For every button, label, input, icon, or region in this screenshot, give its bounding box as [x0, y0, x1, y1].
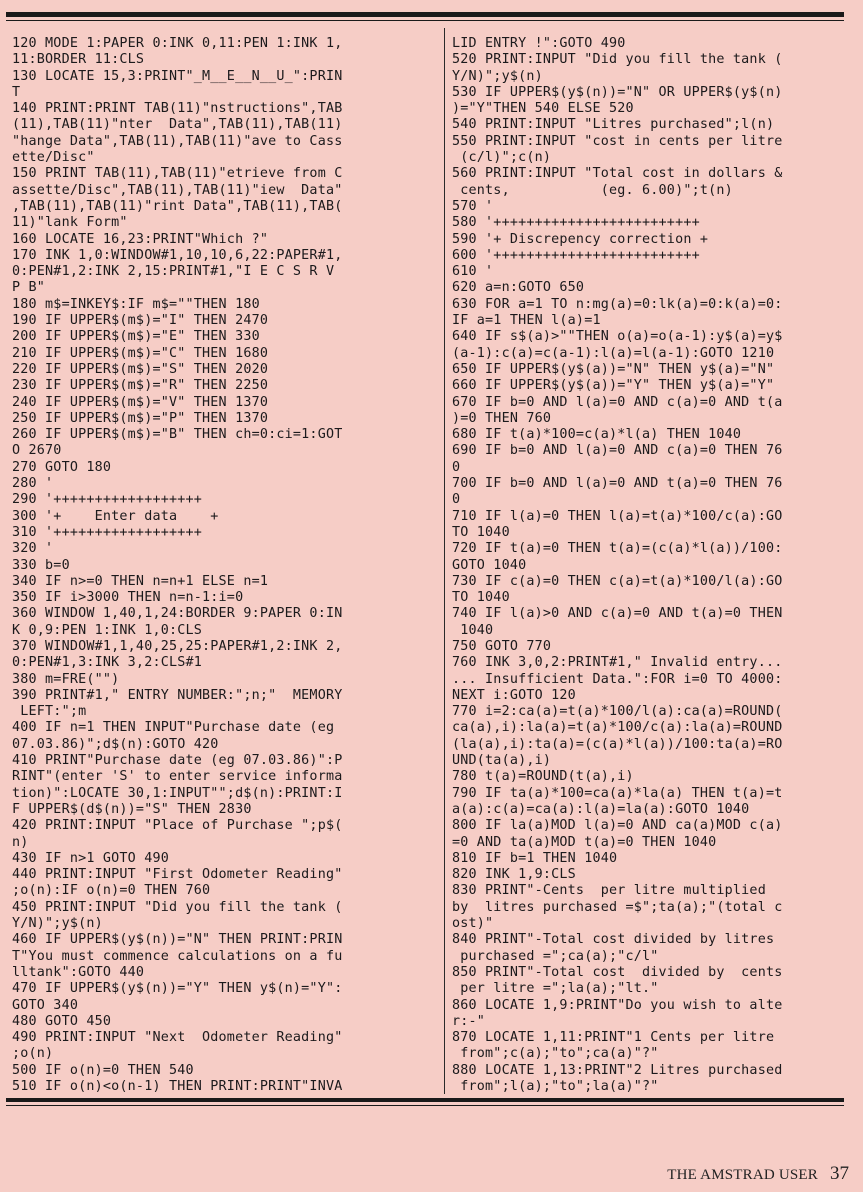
code-line: 570 ' [452, 198, 494, 214]
code-line: ost)" [452, 916, 494, 932]
code-line: 250 IF UPPER$(m$)="P" THEN 1370 [12, 410, 269, 426]
code-line: 150 PRINT TAB(11),TAB(11)"etrieve from C [12, 166, 343, 182]
code-line: by litres purchased =$";ta(a);"(total c [452, 899, 783, 915]
code-line: 700 IF b=0 AND l(a)=0 AND t(a)=0 THEN 76 [452, 476, 783, 492]
code-line: 200 IF UPPER$(m$)="E" THEN 330 [12, 329, 260, 345]
code-line: ... Insufficient Data.":FOR i=0 TO 4000: [452, 671, 783, 687]
code-line: 140 PRINT:PRINT TAB(11)"nstructions",TAB [12, 101, 343, 117]
code-line: 490 PRINT:INPUT "Next Odometer Reading" [12, 1030, 343, 1046]
code-line: 790 IF ta(a)*100=ca(a)*la(a) THEN t(a)=t [452, 785, 783, 801]
code-line: 740 IF l(a)>0 AND c(a)=0 AND t(a)=0 THEN [452, 606, 783, 622]
code-line: 420 PRINT:INPUT "Place of Purchase ";p$( [12, 818, 343, 834]
code-line: 780 t(a)=ROUND(t(a),i) [452, 769, 634, 785]
code-line: 350 IF i>3000 THEN n=n-1:i=0 [12, 590, 244, 606]
code-line: 190 IF UPPER$(m$)="I" THEN 2470 [12, 313, 269, 329]
code-line: ette/Disc" [12, 150, 95, 166]
bottom-rule-thin [6, 1105, 844, 1106]
code-line: IF a=1 THEN l(a)=1 [452, 313, 601, 329]
code-line: 300 '+ Enter data + [12, 508, 219, 524]
code-line: 680 IF t(a)*100=c(a)*l(a) THEN 1040 [452, 427, 742, 443]
code-line: 870 LOCATE 1,11:PRINT"1 Cents per litre [452, 1030, 775, 1046]
code-line: a(a):c(a)=ca(a):l(a)=la(a):GOTO 1040 [452, 801, 750, 817]
code-line: 530 IF UPPER$(y$(n))="N" OR UPPER$(y$(n) [452, 84, 783, 100]
code-line: "hange Data",TAB(11),TAB(11)"ave to Cass [12, 133, 343, 149]
code-line: 670 IF b=0 AND l(a)=0 AND c(a)=0 AND t(a [452, 394, 783, 410]
page-footer [667, 1163, 849, 1185]
code-line: 520 PRINT:INPUT "Did you fill the tank ( [452, 52, 783, 68]
code-line: lltank":GOTO 440 [12, 964, 145, 980]
magazine-title: THE AMSTRAD USER [667, 1167, 818, 1183]
code-line: 510 IF o(n)<o(n-1) THEN PRINT:PRINT"INVA [12, 1079, 343, 1094]
code-line: 220 IF UPPER$(m$)="S" THEN 2020 [12, 361, 269, 377]
code-line: Y/N)";y$(n) [452, 68, 543, 84]
code-line: 270 GOTO 180 [12, 459, 112, 475]
code-line: F UPPER$(d$(n))="S" THEN 2830 [12, 801, 252, 817]
code-line: 260 IF UPPER$(m$)="B" THEN ch=0:ci=1:GOT [12, 427, 343, 443]
code-line: 370 WINDOW#1,1,40,25,25:PAPER#1,2:INK 2, [12, 638, 343, 654]
code-line: ,TAB(11),TAB(11)"rint Data",TAB(11),TAB( [12, 198, 343, 214]
code-line: per litre =";la(a);"lt." [452, 981, 659, 997]
code-line: 590 '+ Discrepency correction + [452, 231, 709, 247]
code-line: 170 INK 1,0:WINDOW#1,10,10,6,22:PAPER#1, [12, 247, 343, 263]
code-line: 360 WINDOW 1,40,1,24:BORDER 9:PAPER 0:IN [12, 606, 343, 622]
code-line: 610 ' [452, 264, 494, 280]
code-line: 430 IF n>1 GOTO 490 [12, 850, 169, 866]
code-line: n) [12, 834, 29, 850]
code-line: RINT"(enter 'S' to enter service informa [12, 769, 343, 785]
code-line: ;o(n):IF o(n)=0 THEN 760 [12, 883, 211, 899]
code-line: cents, (eg. 6.00)";t(n) [452, 182, 733, 198]
code-line: GOTO 340 [12, 997, 79, 1013]
code-line: 310 '++++++++++++++++++ [12, 524, 203, 540]
code-line: 0 [452, 459, 461, 475]
code-line: (a-1):c(a)=c(a-1):l(a)=l(a-1):GOTO 1210 [452, 345, 775, 361]
code-line: P B" [12, 280, 46, 296]
code-line: 710 IF l(a)=0 THEN l(a)=t(a)*100/c(a):GO [452, 508, 783, 524]
code-line: 630 FOR a=1 TO n:mg(a)=0:lk(a)=0:k(a)=0: [452, 296, 783, 312]
code-line: 850 PRINT"-Total cost divided by cents [452, 964, 783, 980]
code-line: 0:PEN#1,3:INK 3,2:CLS#1 [12, 655, 203, 671]
code-listing-right-column [452, 36, 852, 1095]
code-line: 0 [452, 492, 461, 508]
code-line: 440 PRINT:INPUT "First Odometer Reading" [12, 867, 343, 883]
code-line: 600 '+++++++++++++++++++++++++ [452, 247, 700, 263]
code-line: 690 IF b=0 AND l(a)=0 AND c(a)=0 THEN 76 [452, 443, 783, 459]
bottom-rule [6, 1098, 844, 1102]
code-line: 580 '+++++++++++++++++++++++++ [452, 215, 700, 231]
code-line: from";l(a);"to";la(a)"?" [452, 1079, 659, 1094]
code-line: )=0 THEN 760 [452, 410, 552, 426]
code-line: 770 i=2:ca(a)=t(a)*100/l(a):ca(a)=ROUND( [452, 704, 783, 720]
code-line: 730 IF c(a)=0 THEN c(a)=t(a)*100/l(a):GO [452, 573, 783, 589]
code-line: assette/Disc",TAB(11),TAB(11)"iew Data" [12, 182, 343, 198]
code-line: 340 IF n>=0 THEN n=n+1 ELSE n=1 [12, 573, 269, 589]
code-line: 810 IF b=1 THEN 1040 [452, 850, 618, 866]
code-line: 750 GOTO 770 [452, 638, 552, 654]
code-line: 400 IF n=1 THEN INPUT"Purchase date (eg [12, 720, 335, 736]
code-line: 760 INK 3,0,2:PRINT#1," Invalid entry... [452, 655, 783, 671]
code-line: 1040 [452, 622, 494, 638]
code-line: 620 a=n:GOTO 650 [452, 280, 585, 296]
code-line: Y/N)";y$(n) [12, 916, 103, 932]
code-line: 120 MODE 1:PAPER 0:INK 0,11:PEN 1:INK 1, [12, 36, 343, 51]
code-listing-left-column [12, 36, 440, 1095]
code-line: 280 ' [12, 476, 54, 492]
code-line: TO 1040 [452, 590, 510, 606]
top-rule [6, 12, 844, 17]
code-line: 390 PRINT#1," ENTRY NUMBER:";n;" MEMORY [12, 687, 343, 703]
top-rule-thin [6, 20, 844, 21]
code-line: LEFT:";m [12, 704, 87, 720]
code-line: (la(a),i):ta(a)=(c(a)*l(a))/100:ta(a)=RO [452, 736, 783, 752]
code-line: UND(ta(a),i) [452, 753, 552, 769]
code-line: LID ENTRY !":GOTO 490 [452, 36, 626, 51]
code-line: 480 GOTO 450 [12, 1013, 112, 1029]
code-line: 830 PRINT"-Cents per litre multiplied [452, 883, 766, 899]
code-line: ;o(n) [12, 1046, 54, 1062]
code-line: 160 LOCATE 16,23:PRINT"Which ?" [12, 231, 269, 247]
code-line: 07.03.86)";d$(n):GOTO 420 [12, 736, 219, 752]
code-line: 720 IF t(a)=0 THEN t(a)=(c(a)*l(a))/100: [452, 541, 783, 557]
code-line: 130 LOCATE 15,3:PRINT"_M__E__N__U_":PRIN [12, 68, 343, 84]
code-line: 11:BORDER 11:CLS [12, 52, 145, 68]
code-line: 330 b=0 [12, 557, 70, 573]
code-line: 560 PRINT:INPUT "Total cost in dollars & [452, 166, 783, 182]
code-line: 240 IF UPPER$(m$)="V" THEN 1370 [12, 394, 269, 410]
code-line: 210 IF UPPER$(m$)="C" THEN 1680 [12, 345, 269, 361]
code-line: 410 PRINT"Purchase date (eg 07.03.86)":P [12, 753, 343, 769]
code-line: 840 PRINT"-Total cost divided by litres [452, 932, 775, 948]
code-line: from";c(a);"to";ca(a)"?" [452, 1046, 659, 1062]
code-line: 650 IF UPPER$(y$(a))="N" THEN y$(a)="N" [452, 361, 775, 377]
code-line: )="Y"THEN 540 ELSE 520 [452, 101, 634, 117]
code-line: tion)":LOCATE 30,1:INPUT"";d$(n):PRINT:I [12, 785, 343, 801]
code-line: 660 IF UPPER$(y$(a))="Y" THEN y$(a)="Y" [452, 378, 775, 394]
code-line: 880 LOCATE 1,13:PRINT"2 Litres purchased [452, 1062, 783, 1078]
page-number: 37 [830, 1163, 849, 1184]
code-line: 230 IF UPPER$(m$)="R" THEN 2250 [12, 378, 269, 394]
code-line: 860 LOCATE 1,9:PRINT"Do you wish to alte [452, 997, 783, 1013]
code-line: 820 INK 1,9:CLS [452, 867, 576, 883]
code-line: purchased =";ca(a);"c/l" [452, 948, 659, 964]
code-line: GOTO 1040 [452, 557, 527, 573]
code-line: 640 IF s$(a)>""THEN o(a)=o(a-1):y$(a)=y$ [452, 329, 783, 345]
code-line: 500 IF o(n)=0 THEN 540 [12, 1062, 194, 1078]
code-line: T"You must commence calculations on a fu [12, 948, 343, 964]
code-line: 380 m=FRE("") [12, 671, 120, 687]
code-line: =0 AND ta(a)MOD t(a)=0 THEN 1040 [452, 834, 717, 850]
code-line: 800 IF la(a)MOD l(a)=0 AND ca(a)MOD c(a) [452, 818, 783, 834]
column-divider [444, 28, 445, 1094]
code-line: 320 ' [12, 541, 54, 557]
code-line: (11),TAB(11)"nter Data",TAB(11),TAB(11) [12, 117, 343, 133]
code-line: TO 1040 [452, 524, 510, 540]
code-line: T [12, 84, 21, 100]
code-line: 450 PRINT:INPUT "Did you fill the tank ( [12, 899, 343, 915]
code-line: 540 PRINT:INPUT "Litres purchased";l(n) [452, 117, 775, 133]
code-line: 550 PRINT:INPUT "cost in cents per litre [452, 133, 783, 149]
code-line: 0:PEN#1,2:INK 2,15:PRINT#1,"I E C S R V [12, 264, 335, 280]
code-line: ca(a),i):la(a)=t(a)*100/c(a):la(a)=ROUND [452, 720, 783, 736]
code-line: r:-" [452, 1013, 486, 1029]
code-line: 180 m$=INKEY$:IF m$=""THEN 180 [12, 296, 260, 312]
code-line: O 2670 [12, 443, 62, 459]
code-line: 11)"lank Form" [12, 215, 128, 231]
code-line: 460 IF UPPER$(y$(n))="N" THEN PRINT:PRIN [12, 932, 343, 948]
code-line: K 0,9:PEN 1:INK 1,0:CLS [12, 622, 203, 638]
code-line: 290 '++++++++++++++++++ [12, 492, 203, 508]
code-line: (c/l)";c(n) [452, 150, 552, 166]
code-line: 470 IF UPPER$(y$(n))="Y" THEN y$(n)="Y": [12, 981, 343, 997]
code-line: NEXT i:GOTO 120 [452, 687, 576, 703]
